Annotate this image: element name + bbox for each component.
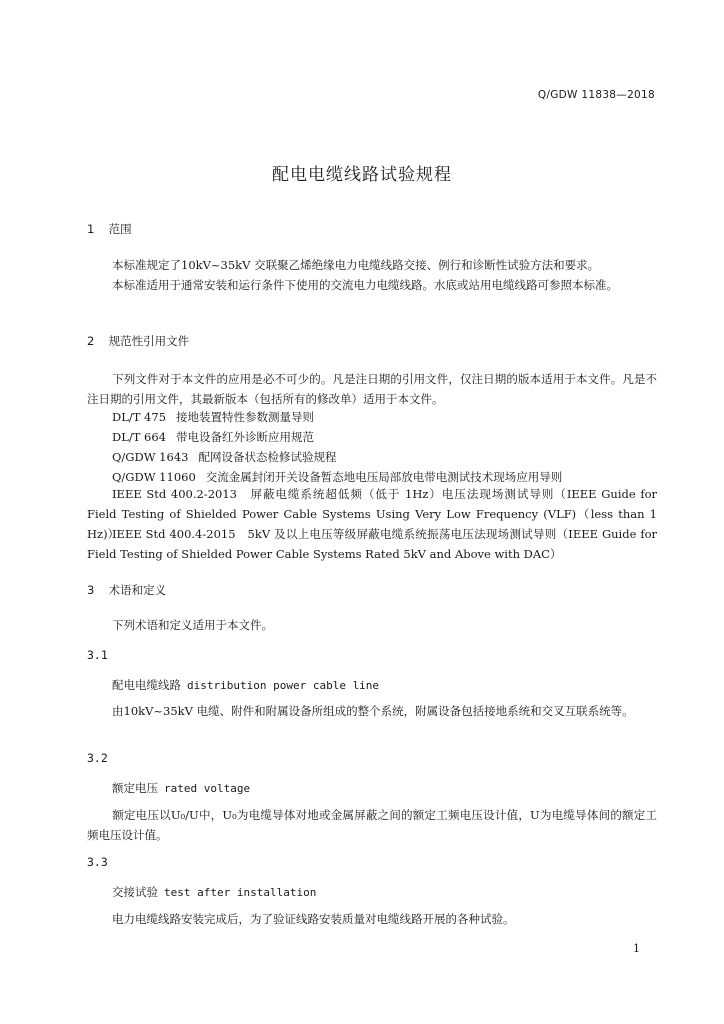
term-definition [87,909,657,929]
section-1-heading [87,221,132,237]
paragraph-text: IEEE Std 400.2-2013 屏蔽电缆系统超低频（低于 1Hz）电压法现场测试导则（IEEE Guide for Field Testing of Shielded Power Cable Systems Using Very Low Frequency (VLF)（less than 1 Hz)） [87,487,657,541]
reference-item [112,449,336,465]
paragraph-text: 本标准规定了10kV~35kV 交联聚乙烯绝缘电力电缆线路交接、例行和诊断性试验方法和要求。 [112,258,600,272]
section-2-heading [87,333,189,349]
reference-code: Q/GDW 1643 [112,450,189,464]
section-2-intro [87,369,657,409]
term-chinese: 配电电缆线路 [112,678,181,692]
reference-item [112,409,314,425]
section-title: 术语和定义 [108,583,167,597]
paragraph-text: 下列术语和定义适用于本文件。 [112,618,273,632]
term-english: test after installation [164,886,317,899]
paragraph-text: 下列文件对于本文件的应用是必不可少的。凡是注日期的引用文件，仅注日期的版本适用于本文件。凡是不注日期的引用文件，其最新版本（包括所有的修改单）适用于本文件。 [87,372,657,406]
reference-item [112,469,562,485]
section-1-paragraph-1 [87,255,657,275]
section-title: 范围 [108,222,132,236]
term-chinese: 交接试验 [112,885,158,899]
term-number: 3.2 [87,751,108,765]
term-title [112,884,316,900]
paragraph-text: 电力电缆线路安装完成后，为了验证线路安装质量对电缆线路开展的各种试验。 [112,912,515,926]
document-code: Q/GDW 11838—2018 [537,89,655,101]
section-3-intro [87,615,657,635]
term-number: 3.1 [87,648,108,662]
paragraph-text: 额定电压以U₀/U中，U₀为电缆导体对地或金属屏蔽之间的额定工频电压设计值，U为电缆导体间的额定工频电压设计值。 [87,808,657,842]
reference-code: DL/T 664 [112,430,167,444]
section-number: 2 [87,334,95,348]
page-number: 1 [633,942,640,955]
reference-name: 交流金属封闭开关设备暂态地电压局部放电带电测试技术现场应用导则 [205,470,563,484]
section-1-paragraph-2 [87,275,657,295]
section-number: 3 [87,583,95,597]
section-3-heading [87,582,166,598]
term-chinese: 额定电压 [112,781,158,795]
reference-code: Q/GDW 11060 [112,470,196,484]
term-number: 3.3 [87,855,108,869]
reference-item [112,429,314,445]
section-title: 规范性引用文件 [108,334,190,348]
term-title [112,677,379,693]
paragraph-text: IEEE Std 400.4-2015 5kV 及以上电压等级屏蔽电缆系统振荡电压法现场测试导则（IEEE Guide for Field Testing of Shielded Power Cable Systems Rated 5kV and Above with DAC） [87,527,657,561]
document-title: 配电电缆线路试验规程 [272,165,452,185]
reference-name: 带电设备红外诊断应用规范 [176,430,315,444]
term-english: rated voltage [164,782,251,795]
term-definition [87,805,657,845]
reference-ieee-400-4 [87,524,657,564]
term-definition [87,701,657,721]
paragraph-text: 本标准适用于通常安装和运行条件下使用的交流电力电缆线路。水底或站用电缆线路可参照本标准。 [112,278,618,292]
paragraph-text: 由10kV~35kV 电缆、附件和附属设备所组成的整个系统，附属设备包括接地系统和交叉互联系统等。 [112,704,634,718]
reference-name: 接地装置特性参数测量导则 [176,410,315,424]
section-number: 1 [87,222,95,236]
reference-code: DL/T 475 [112,410,167,424]
term-english: distribution power cable line [187,679,380,692]
term-title [112,780,250,796]
reference-name: 配网设备状态检修试验规程 [198,450,337,464]
